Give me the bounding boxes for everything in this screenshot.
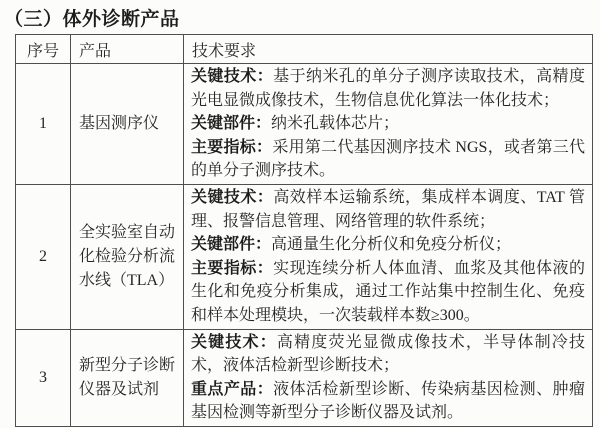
- table-row: [16, 184, 593, 329]
- header-product: 产品: [71, 35, 184, 64]
- requirement-text: 实现连续分析人体血清、血浆及其他体液的生化和免疫分析集成，通过工作站集中控制生化、免疫和样本处理模块，一次装载样本数≥300。: [191, 259, 585, 324]
- requirement-label: 重点产品：: [191, 380, 274, 398]
- table-header-row: [16, 35, 593, 64]
- product-spec-table: [15, 34, 593, 427]
- requirement-label: 关键部件：: [191, 115, 272, 133]
- requirement-text: 纳米孔载体芯片；: [271, 115, 400, 133]
- requirements-cell: [184, 329, 593, 426]
- requirement-label: 主要指标：: [191, 138, 273, 156]
- requirement-item: [191, 233, 585, 257]
- requirement-text: 高通量生化分析仪和免疫分析仪；: [271, 236, 512, 254]
- requirement-item: [191, 186, 585, 233]
- requirement-item: [191, 136, 585, 183]
- requirement-text: 高精度荧光显微成像技术，半导体制冷技术，液体活检新型诊断技术；: [191, 333, 585, 375]
- requirements-cell: [184, 184, 593, 329]
- serial-number: 3: [16, 329, 71, 426]
- requirement-item: [191, 378, 585, 425]
- requirement-label: 主要指标：: [191, 259, 274, 277]
- product-name: 基因测序仪: [71, 64, 184, 185]
- requirement-label: 关键部件：: [191, 236, 272, 254]
- requirement-label: 关键技术：: [191, 188, 274, 206]
- section-title: （三）体外诊断产品: [4, 9, 180, 30]
- header-tech-requirements: 技术要求: [184, 35, 593, 64]
- requirement-text: 基于纳米孔的单分子测序读取技术，高精度光电显微成像技术，生物信息优化算法一体化技术；: [191, 68, 585, 109]
- serial-number: 2: [16, 184, 71, 329]
- requirement-text: 液体活检新型诊断、传染病基因检测、肿瘤基因检测等新型分子诊断仪器及试剂。: [191, 380, 585, 422]
- requirement-item: [191, 112, 585, 136]
- serial-number: 1: [16, 64, 71, 185]
- table-row: [16, 64, 593, 185]
- requirement-text: 采用第二代基因测序技术 NGS，或者第三代的单分子测序技术。: [191, 138, 585, 180]
- product-name: 新型分子诊断仪器及试剂: [71, 329, 184, 426]
- header-serial-number: 序号: [16, 35, 71, 64]
- requirement-label: 关键技术：: [191, 333, 277, 351]
- requirement-item: [191, 331, 585, 378]
- table-row: [16, 329, 593, 426]
- requirement-text: 高效样本运输系统，集成样本调度、TAT 管理、报警信息管理、网络管理的软件系统；: [191, 188, 585, 230]
- requirements-cell: [184, 64, 593, 185]
- product-name: 全实验室自动化检验分析流水线（TLA）: [71, 184, 184, 329]
- requirement-label: 关键技术：: [191, 68, 274, 85]
- requirement-item: [191, 65, 585, 112]
- requirement-item: [191, 257, 585, 328]
